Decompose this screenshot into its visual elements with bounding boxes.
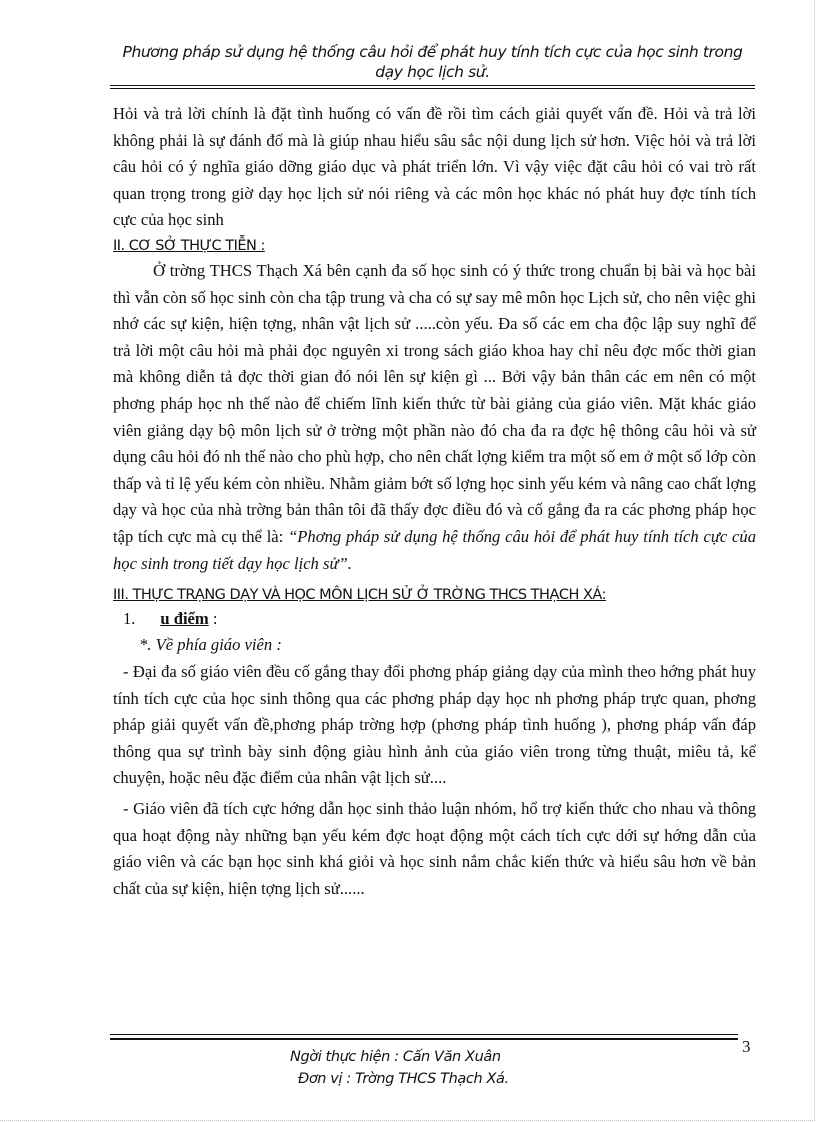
paragraph-intro: Hỏi và trả lời chính là đặt tình huống có vấn đề rồi tìm cách giải quyết vấn đề. Hỏi và trả lời không phải là sự đánh đố mà là giúp nhau hiểu sâu sắc nội dung lịch sử hơn. Việc hỏi và trả lời câu hỏi có ý nghĩa giáo dỡng giáo dục và phát triển lớn. Vì vậy việc đặt câu hỏi có vai trò rất quan trọng trong giờ dạy học lịch sử nói riêng và các môn học khác nó phát huy đợc tính tích cực của học sinh: [113, 104, 756, 230]
footer-author: Ngời thực hiện : Cấn Văn Xuân: [290, 1049, 501, 1065]
teacher-subheading: *. Về phía giáo viên :: [139, 635, 282, 655]
section-3-heading: III. THỰC TRẠNG DẠY VÀ HỌC MÔN LỊCH SỬ Ở TRỜNG THCS THẠCH XÁ:: [113, 587, 606, 604]
paragraph-practice-title: “Phơng pháp sử dụng hệ thống câu hỏi để phát huy tính tích cực của học sinh trong tiết dạy học lịch sử”.: [113, 526, 756, 573]
section-2-heading: II. CƠ SỞ THỰC TIỄN :: [113, 237, 265, 254]
header-line-1: Phương pháp sử dụng hệ thống câu hỏi để phát huy tính tích cực của học sinh trong: [122, 43, 743, 61]
header-rule-thick: [110, 85, 755, 86]
paragraph-practice: [113, 258, 756, 577]
item-1-colon: :: [208, 609, 218, 629]
footer-unit: Đơn vị : Trờng THCS Thạch Xá.: [298, 1071, 509, 1087]
page-footer: [290, 1046, 509, 1090]
item-1-number: 1.: [123, 609, 136, 629]
paragraph-dash-2: - Giáo viên đã tích cực hớng dẫn học sinh thảo luận nhóm, hổ trợ kiến thức cho nhau và thông qua hoạt động này những bạn yếu kém đợc hoạt động một cách tích cực dới sự hớng dẫn của giáo viên và các bạn học sinh khá giỏi và học sinh nắm chắc kiến thức và hiểu sâu hơn về bản chất của sự kiện, hiện tợng lịch sử......: [113, 799, 756, 898]
item-1-label: u điểm: [160, 609, 209, 629]
paragraph-dash-1: - Đại đa số giáo viên đều cố gắng thay đổi phơng pháp giảng dạy của mình theo hớng phát huy tính tích cực của học sinh thông qua các phơng pháp dạy học nh phơng pháp trực quan, phơng pháp giải quyết vấn đề,phơng pháp trờng hợp (phơng pháp tình huống ), phơng pháp vấn đáp thông qua sự trình bày sinh động giàu hình ảnh của giáo viên trong từng thuật, miêu tả, kể chuyện, hoặc nêu đặc điểm của nhân vật lịch sử....: [113, 662, 756, 788]
footer-rule-thin: [110, 1034, 738, 1035]
running-header: [110, 42, 755, 82]
item-1-heading: [123, 607, 756, 631]
paragraph-practice-text: Ở trờng THCS Thạch Xá bên cạnh đa số học sinh có ý thức trong chuẩn bị bài và học bài thì vẫn còn số học sinh còn cha tập trung và cha có sự say mê môn học Lịch sử, cho nên việc ghi nhớ các sự kiện, hiện tợng, nhân vật lịch sử .....còn yếu. Đa số các em cha độc lập suy nghĩ để trả lời một câu hỏi mà phải đọc nguyên xi trong sách giáo khoa hay chỉ nêu đợc mốc thời gian mà không diễn tả đợc thời gian đó nói lên sự kiện gì ... Bởi vậy bản thân các em nên có một phơng pháp học nh thế nào để chiếm lĩnh kiến thức từ bài giảng của giáo viên. Mặt khác giáo viên giảng dạy bộ môn lịch sử ở trờng một phần nào đó cha đa ra đợc hệ thông câu hỏi và sử dụng câu hỏi đó nh thế nào cho phù hợp, cho nên chất lợng kiểm tra một số em ở một số lớp còn thấp và tỉ lệ yếu kém còn nhiều. Nhằm giảm bớt số lợng học sinh yếu kém và nâng cao chất lợng dạy và học của nhà trờng bản thân tôi đã thấy đợc điều đó và cố gắng đa ra các phơng pháp học tập tích cực mà cụ thể là:: [113, 260, 756, 546]
footer-rule-thick: [110, 1038, 738, 1040]
page-number: 3: [742, 1037, 751, 1056]
header-rule-thin: [110, 88, 755, 89]
page-body: [113, 101, 756, 902]
header-line-2: dạy học lịch sử.: [375, 63, 490, 81]
